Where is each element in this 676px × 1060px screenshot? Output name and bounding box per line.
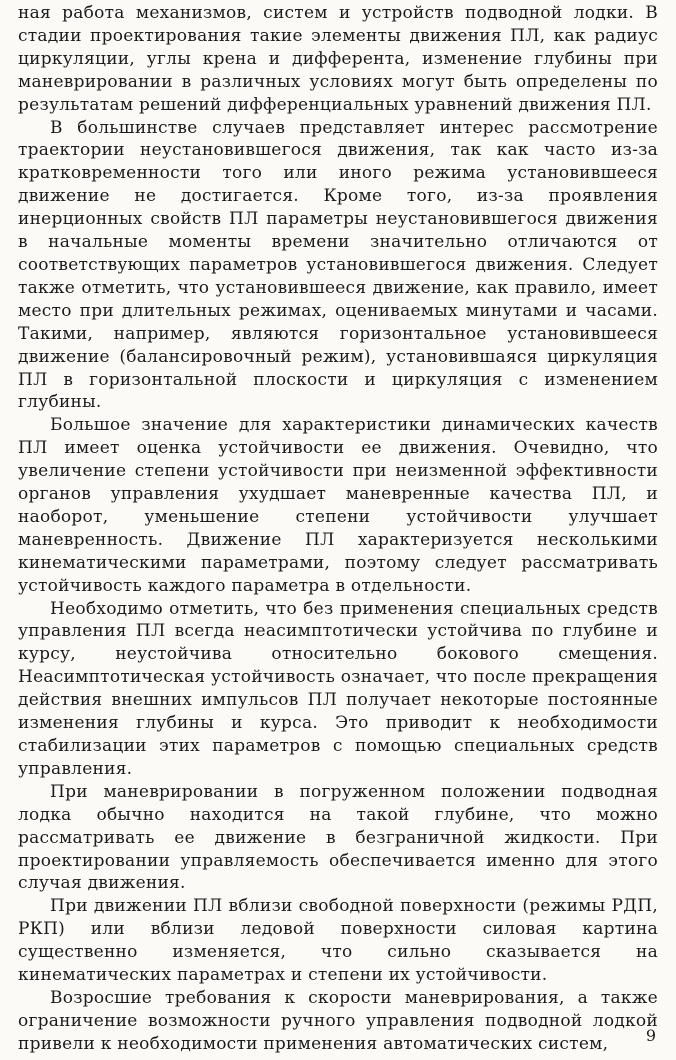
paragraph-stability: Большое значение для характеристики динамических качеств ПЛ имеет оценка устойчивости ее движения. Очевидно, что увеличение степени устойчивости при неизменной эффективности органов управления ухудшает маневренные качества ПЛ, и наоборот, уменьшение степени устойчивости улучшает маневренность. Движение ПЛ характеризуется несколькими кинематическими параметрами, поэтому следует рассматривать устойчивость каждого параметра в отдельности. xyxy=(18,415,658,596)
paragraph-continuation: ная работа механизмов, систем и устройств подводной лодки. В стадии проектирования такие элементы движения ПЛ, как радиус циркуляции, углы крена и дифферента, изменение глубины при маневрировании в различных условиях могут быть определены по результатам решений дифференциальных уравнений движения ПЛ. xyxy=(18,3,658,115)
paragraph-near-surface: При движении ПЛ вблизи свободной поверхности (режимы РДП, РКП) или вблизи ледовой поверхности силовая картина существенно изменяется, что сильно сказывается на кинематических параметрах и степени их устойчивости. xyxy=(18,896,658,986)
paragraph-asymptotic-stability: Необходимо отметить, что без применения специальных средств управления ПЛ всегда неасимптотически устойчива по глубине и курсу, неустойчива относительно бокового смещения. Неасимптотическая устойчивость означает, что после прекращения действия внешних импульсов ПЛ получает некоторые постоянные изменения глубины и курса. Это приводит к необходимости стабилизации этих параметров с помощью специальных средств управления. xyxy=(18,598,658,779)
body-text xyxy=(18,2,658,1056)
paragraph-submerged-maneuvering: При маневрировании в погруженном положении подводная лодка обычно находится на такой глубине, что можно рассматривать ее движение в безграничной жидкости. При проектировании управляемость обеспечивается именно для этого случая движения. xyxy=(18,781,658,894)
paragraph-unsteady-motion: В большинстве случаев представляет интерес рассмотрение траектории неустановившегося движения, так как часто из-за кратковременности того или иного режима установившееся движение не достигается. Кроме того, из-за проявления инерционных свойств ПЛ параметры неустановившегося движения в начальные моменты времени значительно отличаются от соответствующих параметров установившегося движения. Следует также отметить, что установившееся движение, как правило, имеет место при длительных режимах, оцениваемых минутами и часами. Такими, например, являются горизонтальное установившееся движение (балансировочный режим), установившаяся циркуляция ПЛ в горизонтальной плоскости и циркуляция с изменением глубины. xyxy=(18,117,658,413)
page-number: 9 xyxy=(645,1026,656,1045)
paragraph-automation: Возросшие требования к скорости маневрирования, а также ограничение возможности ручного управления подводной лодкой привели к необходимости применения автоматических систем, xyxy=(18,987,658,1054)
